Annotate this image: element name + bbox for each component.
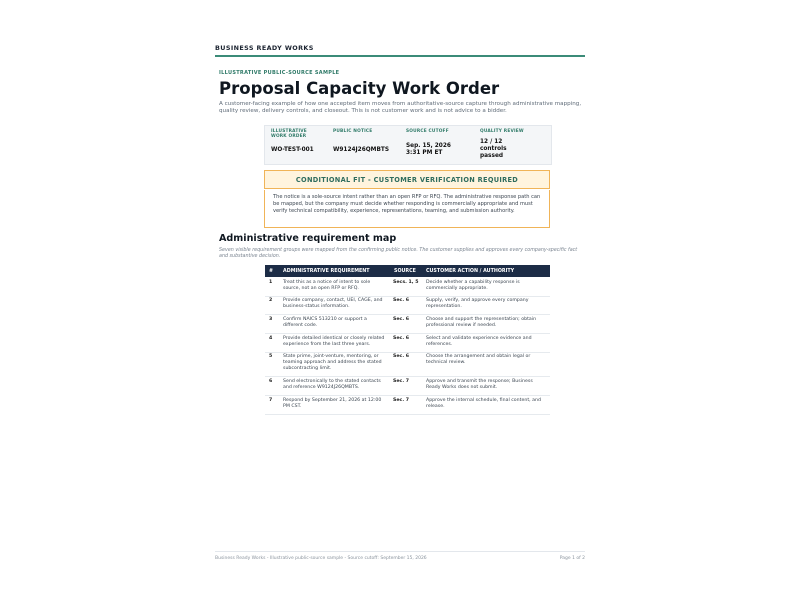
source-cutoff-label: SOURCE CUTOFF <box>406 129 449 134</box>
footer-divider <box>215 551 585 552</box>
row-number: 7 <box>269 398 273 403</box>
quality-review-controls: controls <box>480 146 507 152</box>
row-action: Select and validate experience evidence and references. <box>426 336 532 347</box>
row-requirement: Provide company, contact, UEI, CAGE, and business-status information. <box>283 298 383 309</box>
row-number: 3 <box>269 317 273 322</box>
header-requirement: ADMINISTRATIVE REQUIREMENT <box>283 268 370 274</box>
row-source: Sec. 6 <box>393 298 410 303</box>
source-cutoff-cell <box>406 126 478 164</box>
table-row <box>265 298 550 315</box>
eyebrow-label: ILLUSTRATIVE PUBLIC-SOURCE SAMPLE <box>219 70 340 76</box>
row-source: Secs. 1, 5 <box>393 280 419 285</box>
row-number: 2 <box>269 298 273 303</box>
table-row <box>265 398 550 415</box>
table-row <box>265 317 550 334</box>
source-cutoff-time: 3:31 PM ET <box>406 150 443 156</box>
work-order-value: WO-TEST-001 <box>271 147 314 153</box>
conditional-fit-note: The notice is a sole-source intent rather than an open RFP or RFQ. The administrative response path can be mapped, but the company must decide whether responding is commercially appropriate and must verify technical compatibility, experience, representations, teaming, and submission authority. <box>264 190 550 228</box>
row-source: Sec. 7 <box>393 398 410 403</box>
row-action: Choose the arrangement and obtain legal or technical review. <box>426 354 531 365</box>
row-requirement: Confirm NAICS 513210 or support a different code. <box>283 317 367 328</box>
header-action: CUSTOMER ACTION / AUTHORITY <box>426 268 515 274</box>
header-number: # <box>269 268 274 274</box>
row-requirement: Treat this as a notice of intent to sole source, not an open RFP or RFQ. <box>283 280 371 291</box>
row-number: 6 <box>269 379 273 384</box>
row-requirement: Send electronically to the stated contacts and reference W9124J26QMBTS. <box>283 379 381 390</box>
footer-source-note: Business Ready Works - Illustrative public-source sample - Source cutoff: September 15, 2026 <box>215 556 427 561</box>
row-number: 5 <box>269 354 273 359</box>
public-notice-cell <box>333 126 405 164</box>
row-number: 4 <box>269 336 273 341</box>
row-source: Sec. 6 <box>393 317 410 322</box>
table-header <box>265 265 550 277</box>
table-row <box>265 336 550 353</box>
row-action: Approve and transmit the response; Business Ready Works does not submit. <box>426 379 533 390</box>
table-row <box>265 280 550 297</box>
page-number: Page 1 of 2 <box>559 556 585 561</box>
row-number: 1 <box>269 280 273 285</box>
quality-review-status: passed <box>480 153 504 159</box>
quality-review-cell <box>480 126 548 164</box>
quality-review-count: 12 / 12 <box>480 139 503 145</box>
public-notice-value: W9124J26QMBTS <box>333 147 389 153</box>
row-action: Supply, verify, and approve every company representation. <box>426 298 529 309</box>
page-subtitle: A customer-facing example of how one accepted item moves from authoritative-source capture through administrative mapping, quality review, delivery controls, and closeout. This is not customer work and is not advice to a bidder. <box>219 101 582 115</box>
source-cutoff-date: Sep. 15, 2026 <box>406 143 451 149</box>
row-source: Sec. 7 <box>393 379 410 384</box>
row-source: Sec. 6 <box>393 354 410 359</box>
header-source: SOURCE <box>394 268 416 274</box>
brand-name: BUSINESS READY WORKS <box>215 44 314 52</box>
section-subtitle: Seven visible requirement groups were mapped from the confirming public notice. The customer supplies and approves every company-specific fact and substantive decision. <box>219 248 578 260</box>
row-source: Sec. 6 <box>393 336 410 341</box>
row-action: Decide whether a capability response is commercially appropriate. <box>426 280 520 291</box>
row-action: Choose and support the representation; obtain professional review if needed. <box>426 317 537 328</box>
brand-divider <box>215 55 585 57</box>
table-row <box>265 354 550 377</box>
page-title: Proposal Capacity Work Order <box>219 79 500 98</box>
conditional-fit-banner: CONDITIONAL FIT - CUSTOMER VERIFICATION REQUIRED <box>264 170 550 189</box>
public-notice-label: PUBLIC NOTICE <box>333 129 373 134</box>
row-requirement: Provide detailed identical or closely related experience from the last three years. <box>283 336 385 347</box>
work-order-label: ILLUSTRATIVE WORK ORDER <box>271 129 307 139</box>
row-requirement: Respond by September 21, 2026 at 12:00 PM CST. <box>283 398 382 409</box>
work-order-summary <box>264 125 552 165</box>
row-requirement: State prime, joint-venture, mentoring, or teaming approach and address the stated subcontracting limit. <box>283 354 382 371</box>
work-order-cell <box>271 126 331 164</box>
quality-review-label: QUALITY REVIEW <box>480 129 524 134</box>
section-title: Administrative requirement map <box>219 233 397 244</box>
table-row <box>265 379 550 396</box>
row-action: Approve the internal schedule, final content, and release. <box>426 398 541 409</box>
